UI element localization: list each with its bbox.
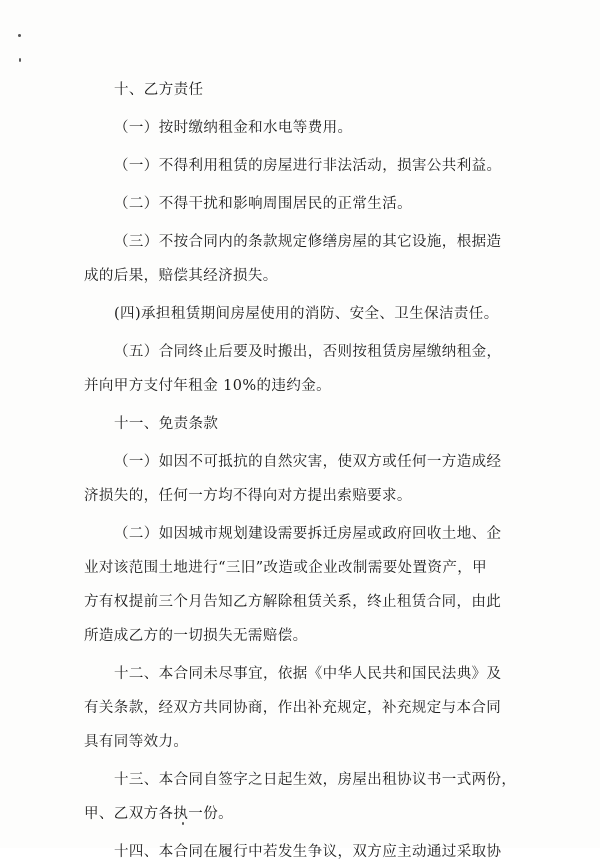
clause-10-6-line1: （五）合同终止后要及时搬出，否则按租赁房屋缴纳租金， [114,344,502,360]
clause-10-5: (四)承担租赁期间房屋使用的消防、安全、卫生保洁责任。 [114,306,499,322]
clause-10-4-line1: （三）不按合同内的条款规定修缮房屋的其它设施，根据造 [114,234,502,250]
scan-speck [19,58,21,62]
section-heading-11: 十一、免责条款 [114,416,219,432]
contract-text [84,80,524,862]
section-heading-10: 十、乙方责任 [114,82,204,98]
clause-13-line1: 十三、本合同自签字之日起生效，房屋出租协议书一式两份， [114,772,517,788]
clause-11-2-line3: 方有权提前三个月告知乙方解除租赁关系，终止租赁合同，由此 [84,594,502,610]
clause-12-line3: 具有同等效力。 [84,734,189,750]
clause-11-2-line2: 业对该范围土地进行“三旧”改造或企业改制需要处置资产，甲 [84,560,488,576]
clause-11-2-line1: （二）如因城市规划建设需要拆迁房屋或政府回收土地、企 [114,526,502,542]
clause-12-line1: 十二、本合同未尽事宜，依据《中华人民共和国民法典》及 [114,666,502,682]
clause-10-6-line2: 并向甲方支付年租金 10%的违约金。 [84,378,332,394]
clause-10-1: （一）按时缴纳租金和水电等费用。 [114,120,353,136]
clause-10-4-line2: 成的后果，赔偿其经济损失。 [84,268,278,284]
clause-11-1-line1: （一）如因不可抵抗的自然灾害，使双方或任何一方造成经 [114,454,502,470]
clause-12-line2: 有关条款，经双方共同协商，作出补充规定，补充规定与本合同 [84,700,502,716]
clause-13-line2: 甲、乙双方各执一份。 [84,806,233,822]
clause-10-2: （一）不得利用租赁的房屋进行非法活动，损害公共利益。 [114,158,502,174]
clause-10-3: （二）不得干扰和影响周围居民的正常生活。 [114,196,412,212]
clause-11-1-line2: 济损失的，任何一方均不得向对方提出索赔要求。 [84,488,412,504]
clause-11-2-line4: 所造成乙方的一切损失无需赔偿。 [84,628,308,644]
scan-speck [18,34,21,37]
clause-14-line1: 十四、本合同在履行中若发生争议，双方应主动通过采取协 [114,844,502,860]
